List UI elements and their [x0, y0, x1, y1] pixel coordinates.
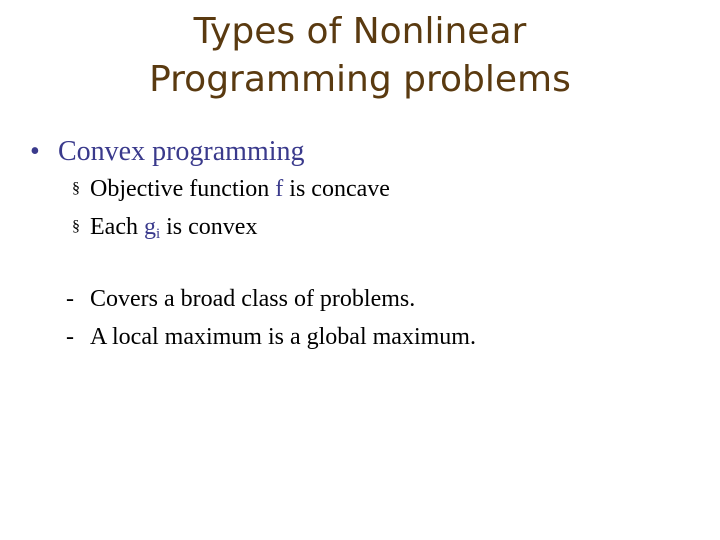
title-line-2: Programming problems — [149, 59, 571, 100]
subbullet-text-after: is concave — [283, 176, 390, 202]
subbullet-text-after: is convex — [160, 214, 258, 240]
variable-f: f — [275, 176, 284, 202]
note-text: Covers a broad class of problems. — [90, 286, 416, 312]
note-text: A local maximum is a global maximum. — [90, 324, 476, 350]
note-local-global — [66, 324, 476, 351]
subbullet-marker: § — [72, 180, 80, 197]
variable-g: g — [143, 214, 156, 240]
bullet-text: Convex programming — [58, 136, 305, 167]
dash-marker: - — [66, 324, 74, 350]
dash-marker: - — [66, 286, 74, 312]
subbullet-text-before: Each — [90, 214, 144, 240]
bullet-convex-programming — [30, 136, 305, 168]
subbullet-marker: § — [72, 218, 80, 235]
note-broad-class — [66, 286, 415, 313]
subbullet-objective — [72, 176, 390, 203]
subbullet-text-before: Objective function — [90, 176, 276, 202]
variable-g-subscript: i — [155, 226, 161, 242]
subbullet-constraints — [72, 214, 257, 241]
title-line-1: Types of Nonlinear — [193, 11, 527, 52]
bullet-marker: • — [30, 136, 40, 167]
slide-title — [100, 8, 620, 104]
